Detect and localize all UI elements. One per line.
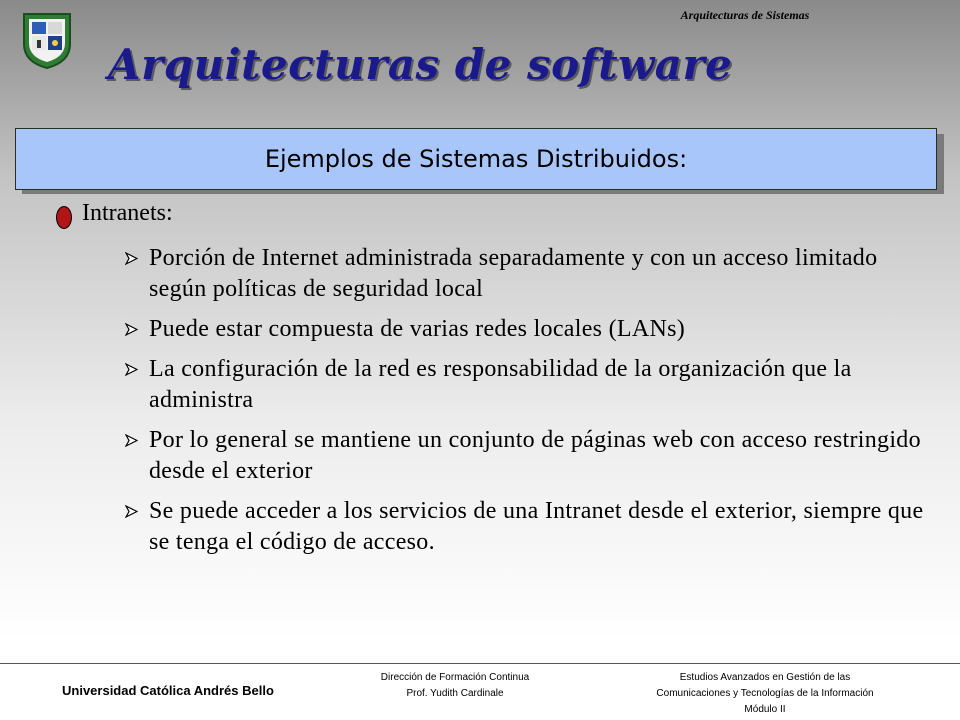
footer-program xyxy=(630,670,900,718)
arrowhead-bullet-icon xyxy=(125,323,138,336)
footer-right-line2: Comunicaciones y Tecnologías de la Información xyxy=(656,688,874,699)
footer-divider xyxy=(0,663,960,664)
footer-mid-line2: Prof. Yudith Cardinale xyxy=(406,688,504,699)
footer-right-line3: Módulo II xyxy=(744,704,786,715)
list-item: La configuración de la red es responsabilidad de la organización que la administra xyxy=(149,356,852,413)
list-item: Puede estar compuesta de varias redes locales (LANs) xyxy=(149,316,686,342)
list-item: Porción de Internet administrada separadamente y con un acceso limitado según políticas de seguridad local xyxy=(149,245,878,302)
banner-text: Ejemplos de Sistemas Distribuidos: xyxy=(264,145,688,173)
arrowhead-bullet-icon xyxy=(125,252,138,265)
slide-title: Arquitecturas de software xyxy=(108,40,733,89)
footer-university: Universidad Católica Andrés Bello xyxy=(62,683,274,698)
arrowhead-bullet-icon xyxy=(125,505,138,518)
arrowhead-bullet-icon xyxy=(125,434,138,447)
list-item: Se puede acceder a los servicios de una Intranet desde el exterior, siempre que se tenga el código de acceso. xyxy=(149,498,924,555)
red-bullet-icon xyxy=(56,206,72,229)
running-head: Arquitecturas de Sistemas xyxy=(680,8,810,22)
footer-right-line1: Estudios Avanzados en Gestión de las xyxy=(679,672,851,683)
footer-mid-line1: Dirección de Formación Continua xyxy=(380,672,530,683)
section-banner xyxy=(15,128,937,190)
level1-heading: Intranets: xyxy=(82,200,173,226)
university-crest-icon xyxy=(20,10,74,70)
arrowhead-bullet-icon xyxy=(125,363,138,376)
list-item: Por lo general se mantiene un conjunto de páginas web con acceso restringido desde el exterior xyxy=(149,427,921,484)
footer-department xyxy=(345,670,565,702)
